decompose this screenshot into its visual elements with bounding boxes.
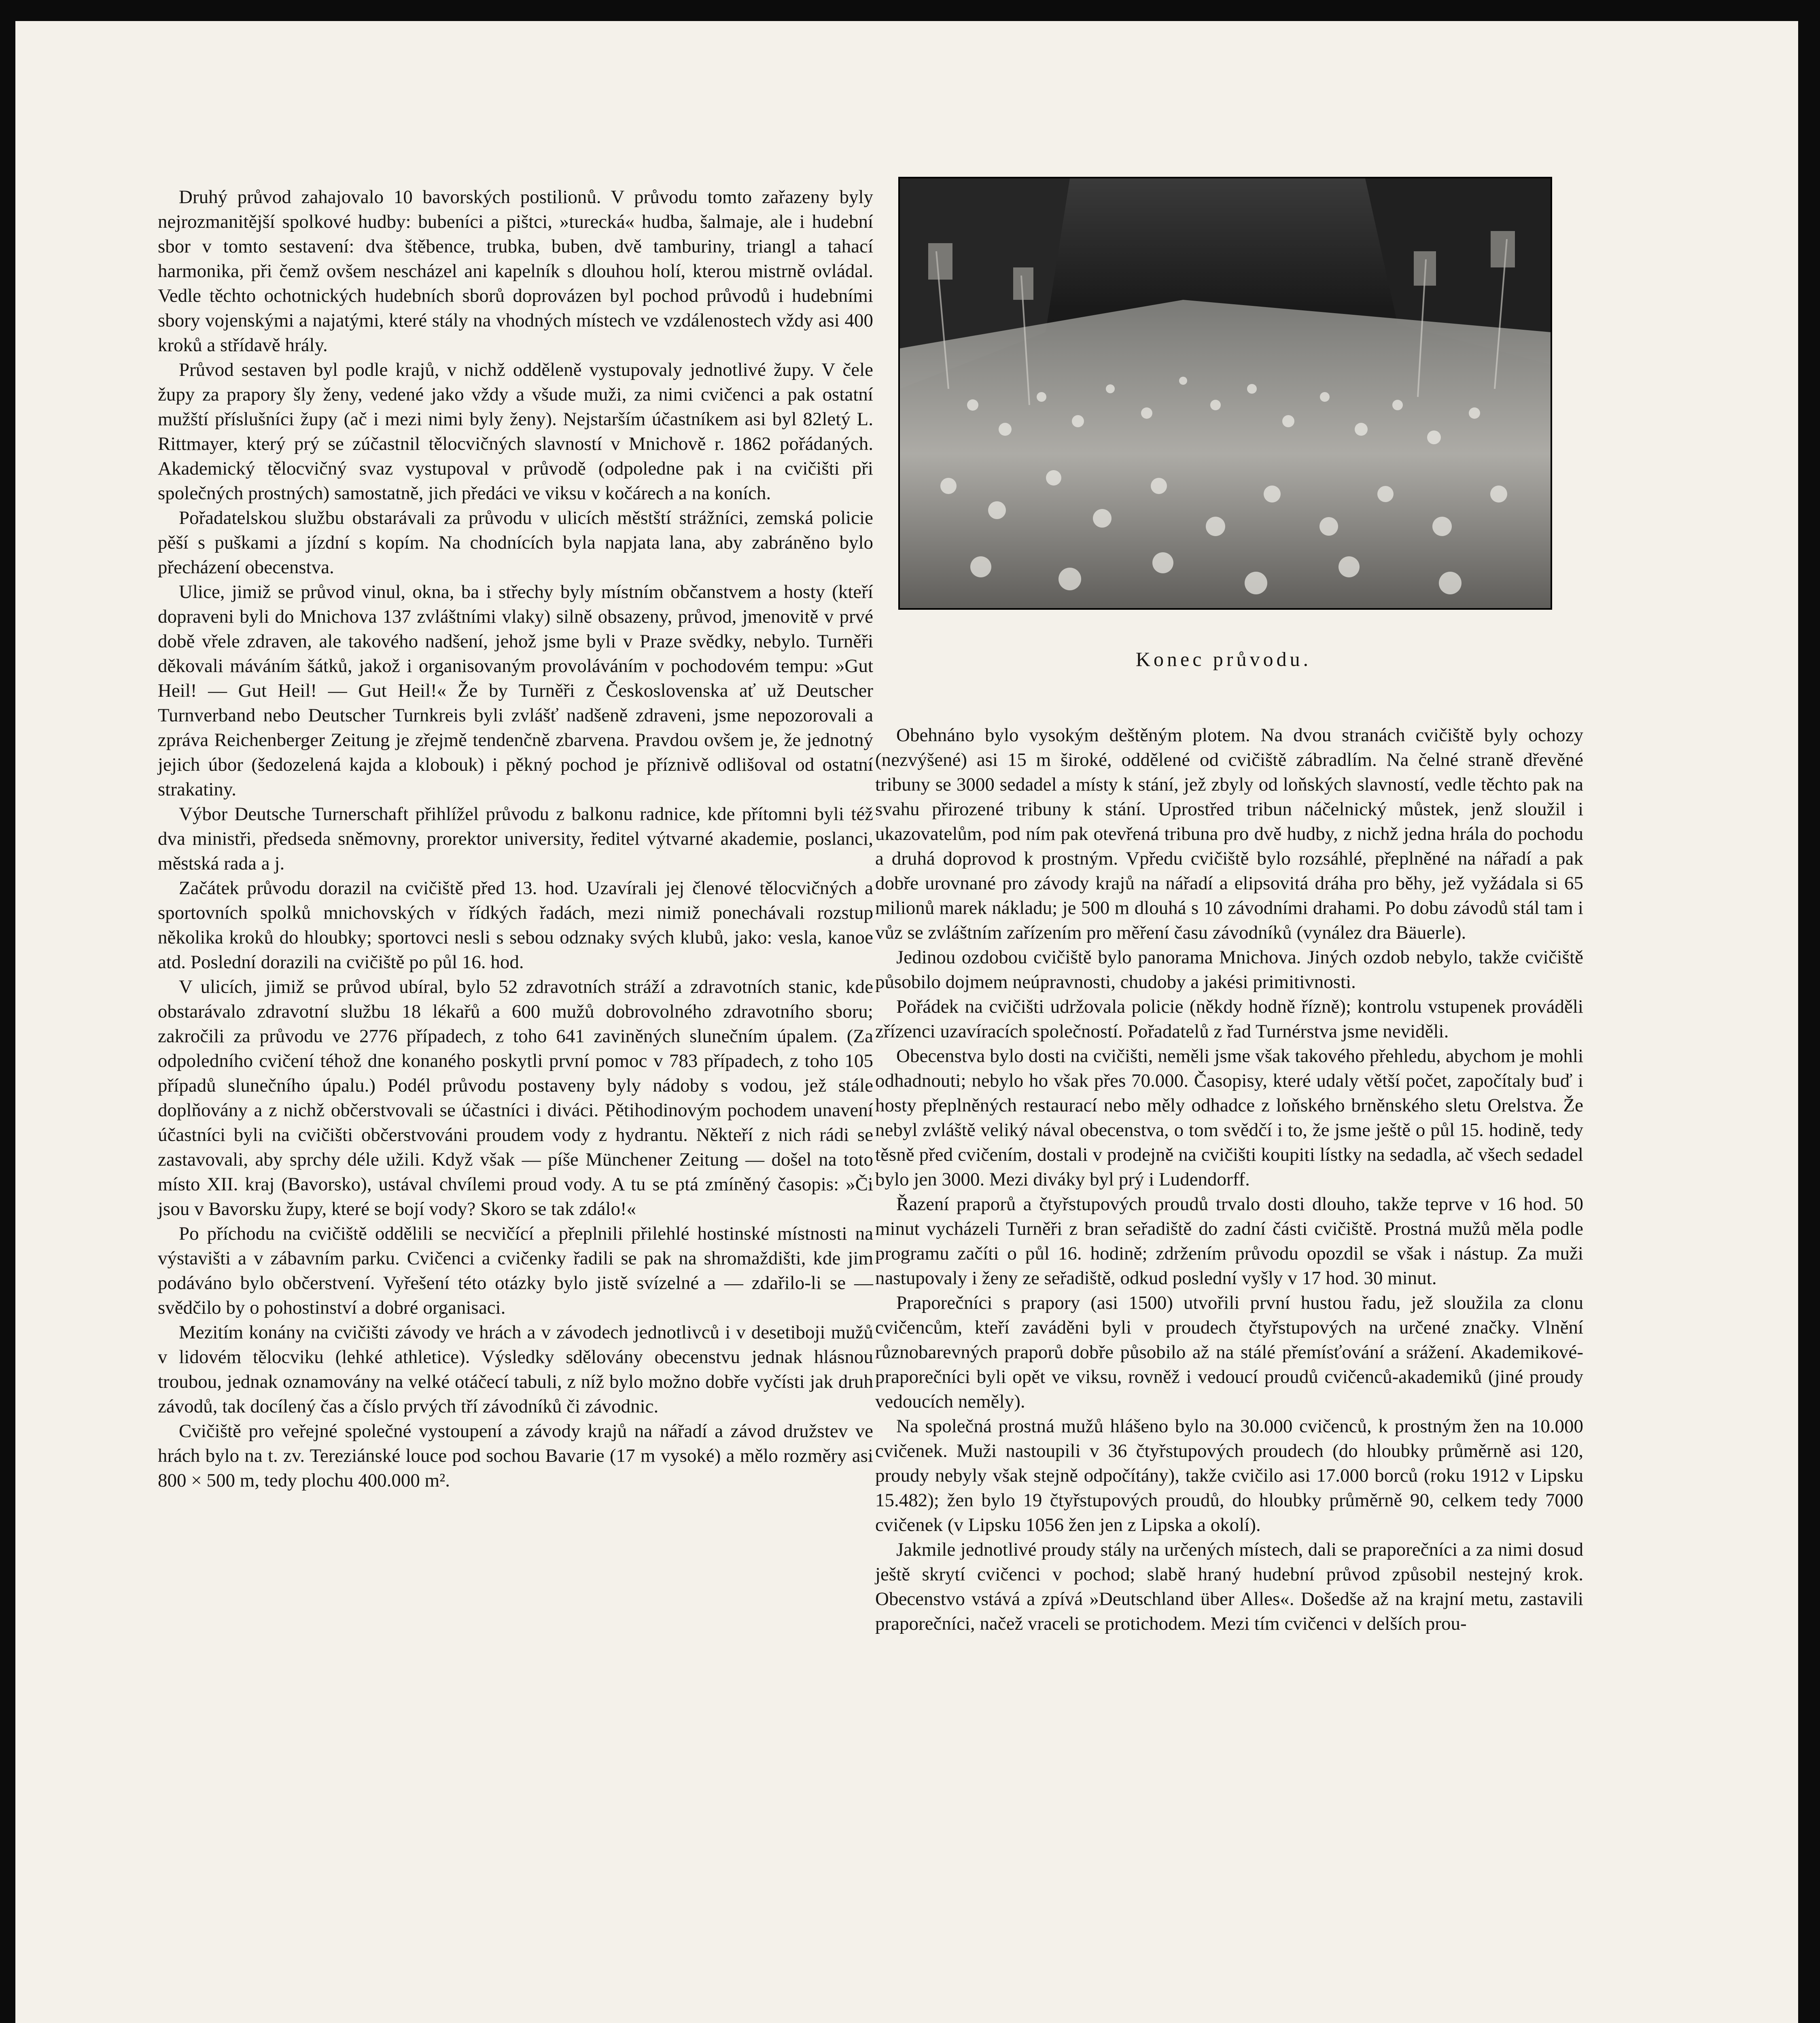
- paragraph: Výbor Deutsche Turnerschaft přihlížel průvodu z balkonu radnice, kde přítomni byli též dva ministři, předseda sněmovny, prorektor university, ředitel výtvarné akademie, poslanci, městská rada a j.: [158, 804, 873, 874]
- text-column-right: [875, 723, 1583, 1636]
- paragraph: Obehnáno bylo vysokým deštěným plotem. Na dvou stranách cvičiště byly ochozy (nezvýšené) asi 15 m široké, oddělené od cvičiště zábradlím. Na čelné straně dřevěné tribuny se 3000 sedadel a místy k stání, jež zbyly od loňských slavností, vedle těchto pak na svahu přirozené tribuny k stání. Uprostřed tribun náčelnický můstek, jenž sloužil i ukazovatelům, pod ním pak otevřená tribuna pro dvě hudby, z nichž jedna hrála do pochodu a druhá doprovod k prostným. Vpředu cvičiště bylo rozsáhlé, přeplněné na nářadí a pak dobře urovnané pro závody krajů na nářadí a elipsovitá dráha pro běhy, jež vyžádala si 65 milionů marek nákladu; je 500 m dlouhá s 10 závodními drahami. Po dobu závodů stál tam i vůz se zvláštním zařízením pro měření času závodníků (vynález dra Bäuerle).: [875, 725, 1583, 943]
- paragraph: Mezitím konány na cvičišti závody ve hrách a v závodech jednotlivců i v desetiboji mužů v lidovém tělocviku (lehké athletice). Výsledky sdělovány obecenstvu jednak hlásnou troubou, jednak oznamovány na velké otáčecí tabuli, z níž bylo možno dobře vyčísti jak druh závodů, tak docílený čas a číslo prvých tří závodníků či závodnic.: [158, 1322, 873, 1417]
- paragraph: V ulicích, jimiž se průvod ubíral, bylo 52 zdravotních stráží a zdravotních stanic, kde obstarávalo zdravotní službu 18 lékařů a 600 mužů dobrovolného zdravotního sboru; zakročili za průvodu ve 2776 případech, z toho 641 zaviněných slunečním úpalem. (Za odpoledního cvičení téhož dne konaného poskytli první pomoc v 783 případech, z toho 105 případů slunečního úpalu.) Podél průvodu postaveny byly nádoby s vodou, jež stále doplňovány a z nichž občerstvovali se účastníci i diváci. Pětihodinovým pochodem unavení účastníci byli na cvičišti občerstvováni proudem vody z hydrantu. Někteří z nich rádi se zastavovali, aby sprchy déle užili. Když však — píše Münchener Zeitung — došel na toto místo XII. kraj (Bavorsko), ustával chvílemi proud vody. A tu se ptá zmíněný časopis: »Či jsou v Bavorsku župy, které se bojí vody? Skoro se tak zdálo!«: [158, 976, 873, 1219]
- paragraph: Řazení praporů a čtyřstupových proudů trvalo dosti dlouho, takže teprve v 16 hod. 50 minut vycházeli Turněři z bran seřadiště do zadní části cvičiště. Prostná mužů měla podle programu začíti o půl 16. hodině; zdržením průvodu opozdil se však i nástup. Za muži nastupovaly i ženy ze seřadiště, odkud poslední vyšly v 17 hod. 30 minut.: [875, 1194, 1583, 1289]
- paragraph: Na společná prostná mužů hlášeno bylo na 30.000 cvičenců, k prostným žen na 10.000 cvičenek. Muži nastoupili v 36 čtyřstupových proudech (do hloubky průměrně asi 120, proudy nebyly však stejně odpočítány), takže cvičilo asi 17.000 borců (roku 1912 v Lipsku 15.482); žen bylo 19 čtyřstupových proudů, do hloubky průměrně 90, celkem tedy 7000 cvičenek (v Lipsku 1056 žen jen z Lipska a okolí).: [875, 1416, 1583, 1535]
- paragraph: Jakmile jednotlivé proudy stály na určených místech, dali se praporečníci a za nimi dosud ještě skrytí cvičenci v pochod; slabě hraný hudební průvod způsobil nestejný krok. Obecenstvo vstává a zpívá »Deutschland über Alles«. Došedše až na krajní metu, zastavili praporečníci, načež vraceli se protichodem. Mezi tím cvičenci v delších prou-: [875, 1539, 1583, 1634]
- photo-caption: Konec průvodu.: [1135, 648, 1312, 670]
- paragraph: Ulice, jimiž se průvod vinul, okna, ba i střechy byly místním občanstvem a hosty (kteří dopraveni byli do Mnichova 137 zvláštními vlaky) silně obsazeny, průvod, jmenovitě v prvé době vřele zdraven, ale takového nadšení, jehož jsme byli v Praze svědky, nebylo. Turněři děkovali máváním šátků, jakož i organisovaným provoláváním v pochodovém tempu: »Gut Heil! — Gut Heil! — Gut Heil!« Že by Turněři z Československa ať už Deutscher Turnverband nebo Deutscher Turnkreis byli zvlášť nadšeně zdraveni, jsme nepozorovali a zpráva Reichenberger Zeitung je zřejmě tendenčně zbarvena. Pravdou ovšem je, že jednotný jejich úbor (šedozelená kajda a klobouk) i pěkný pochod je příznivě odlišoval od ostatní strakatiny.: [158, 581, 873, 800]
- paragraph: Průvod sestaven byl podle krajů, v nichž odděleně vystupovaly jednotlivé župy. V čele župy za prapory šly ženy, vedené jako vždy a všude muži, za nimi cvičenci a pak ostatní mužští příslušníci župy (ač i mezi nimi byly ženy). Nejstarším účastníkem asi byl 82letý L. Rittmayer, který prý se zúčastnil tělocvičných slavností v Mnichově r. 1862 pořádaných. Akademický tělocvičný svaz vystupoval v průvodě (odpoledne pak i na cvičišti při společných prostných) samostatně, jich předáci ve viksu v kočárech a na koních.: [158, 359, 873, 504]
- document-page: [15, 21, 1798, 2023]
- crowd-image: [900, 178, 1551, 608]
- paragraph: Praporečníci s prapory (asi 1500) utvořili první hustou řadu, jež sloužila za clonu cvičencům, kteří zaváděni byli v proudech čtyřstupových na určené značky. Vlnění různobarevných praporů dobře působilo až na stálé přemísťování a srážení. Akademikové-praporečníci byli opět ve viksu, rovněž i vedoucí proudů cvičenců-akademiků (jiné proudy vedoucích neměly).: [875, 1292, 1583, 1412]
- paragraph: Začátek průvodu dorazil na cvičiště před 13. hod. Uzavírali jej členové tělocvičných a sportovních spolků mnichovských v řídkých řadách, mezi nimiž ponechávali rozstup několika kroků do hloubky; sportovci nesli s sebou odznaky svých klubů, jako: vesla, kanoe atd. Poslední dorazili na cvičiště po půl 16. hod.: [158, 878, 873, 973]
- paragraph: Jedinou ozdobou cvičiště bylo panorama Mnichova. Jiných ozdob nebylo, takže cvičiště působilo dojmem neúpravnosti, chudoby a jakési primitivnosti.: [875, 947, 1583, 992]
- procession-photo: [898, 177, 1552, 610]
- paragraph: Po příchodu na cvičiště oddělili se necvičící a přeplnili přilehlé hostinské místnosti na výstavišti a v zábavním parku. Cvičenci a cvičenky řadili se pak na shromaždišti, kde jim podáváno bylo občerstvení. Vyřešení této otázky bylo jistě svízelné a — zdařilo-li se — svědčilo by o pohostinství a dobré organisaci.: [158, 1223, 873, 1318]
- paragraph: Druhý průvod zahajovalo 10 bavorských postilionů. V průvodu tomto zařazeny byly nejrozmanitější spolkové hudby: bubeníci a pištci, »turecká« hudba, šalmaje, ale i hudební sbor v tomto sestavení: dva štěbence, trubka, buben, dvě tamburiny, triangl a tahací harmonika, při čemž ovšem nescházel ani kapelník s dlouhou holí, kterou mistrně ovládal. Vedle těchto ochotnických hudebních sborů doprovázen byl pochod průvodů i hudebními sbory vojenskými a najatými, které stály na vhodných místech ve vzdálenostech vždy asi 400 kroků a střídavě hrály.: [158, 187, 873, 356]
- paragraph: Pořadatelskou službu obstarávali za průvodu v ulicích městští strážníci, zemská policie pěší s puškami a jízdní s kopím. Na chodnících byla napjata lana, aby zabráněno bylo přecházení obecenstva.: [158, 507, 873, 578]
- text-column-left: [158, 185, 873, 1493]
- paragraph: Cvičiště pro veřejné společné vystoupení a závody krajů na nářadí a závod družstev ve hrách bylo na t. zv. Tereziánské louce pod sochou Bavarie (17 m vysoké) a mělo rozměry asi 800 × 500 m, tedy plochu 400.000 m².: [158, 1421, 873, 1491]
- paragraph: Pořádek na cvičišti udržovala policie (někdy hodně řízně); kontrolu vstupenek prováděli zřízenci uzavíracích společností. Pořadatelů z řad Turnérstva jsme neviděli.: [875, 996, 1583, 1042]
- paragraph: Obecenstva bylo dosti na cvičišti, neměli jsme však takového přehledu, abychom je mohli odhadnouti; nebylo ho však přes 70.000. Časopisy, které udaly větší počet, započítaly buď i hosty přeplněných restaurací nebo měly odhadce z loňského brněnského sletu Orelstva. Že nebyl zvláště veliký nával obecenstva, o tom svědčí i to, že jsme ještě o půl 15. hodině, tedy těsně před cvičením, dostali v prodejně na cvičišti koupiti lístky na sedadla, ač všech sedadel bylo jen 3000. Mezi diváky byl prý i Ludendorff.: [875, 1045, 1583, 1190]
